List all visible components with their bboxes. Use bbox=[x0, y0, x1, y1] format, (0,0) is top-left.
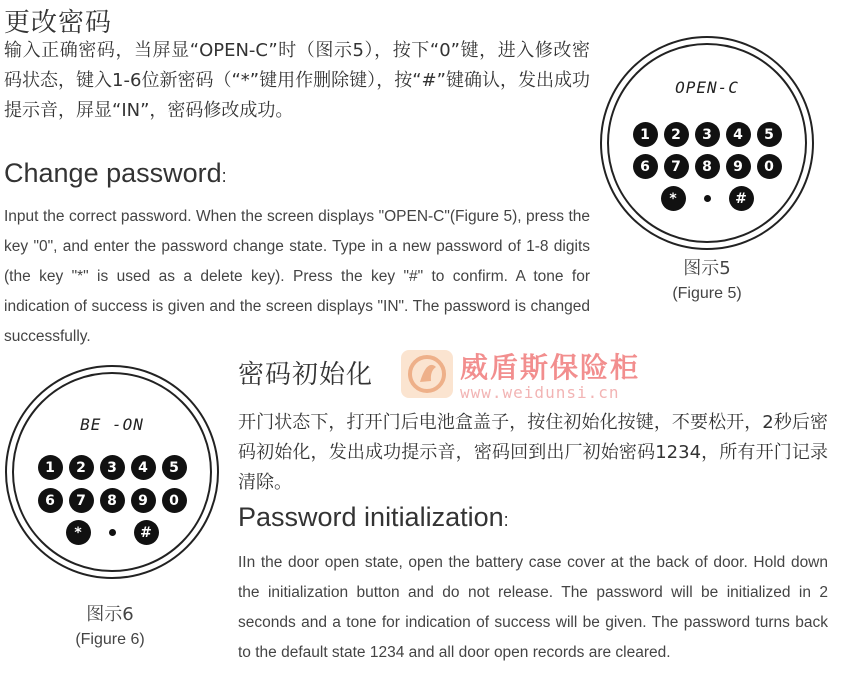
title-colon: : bbox=[503, 510, 509, 530]
keypad-row-1 bbox=[602, 122, 812, 147]
key-7: 7 bbox=[664, 154, 689, 179]
key-1: 1 bbox=[38, 455, 63, 480]
figure6-caption-cn: 图示6 bbox=[86, 604, 134, 625]
init-title-en bbox=[238, 502, 509, 533]
figure5-caption-en: (Figure 5) bbox=[672, 285, 742, 302]
key-3: 3 bbox=[100, 455, 125, 480]
keypad-row-1 bbox=[7, 455, 217, 480]
figure5-screen-text: OPEN-C bbox=[675, 78, 739, 97]
change-password-title-en-text: Change password bbox=[4, 158, 222, 188]
key-8: 8 bbox=[695, 154, 720, 179]
watermark-name: 威盾斯保险柜 bbox=[460, 351, 641, 384]
change-password-title-cn: 更改密码 bbox=[4, 8, 113, 38]
key-0: 0 bbox=[162, 488, 187, 513]
key-6: 6 bbox=[633, 154, 658, 179]
watermark-logo-icon bbox=[400, 349, 454, 399]
change-password-text-en: Input the correct password. When the screen displays "OPEN-C"(Figure 5), press the key "0", and enter the password change state. Type in a new password of 1-8 digits (the key "*" is used as a delete key). Press the key "#" to confirm. A tone for indication of success is given and the screen displays "IN". The password is changed successfully. bbox=[4, 208, 590, 345]
keypad-row-2 bbox=[7, 488, 217, 513]
key-8: 8 bbox=[100, 488, 125, 513]
init-title-cn: 密码初始化 bbox=[238, 360, 374, 390]
figure5-caption-cn: 图示5 bbox=[683, 258, 731, 279]
change-password-title-en bbox=[4, 158, 227, 189]
key-7: 7 bbox=[69, 488, 94, 513]
key-star: * bbox=[66, 520, 91, 545]
key-2: 2 bbox=[664, 122, 689, 147]
key-9: 9 bbox=[131, 488, 156, 513]
keypad-row-2 bbox=[602, 154, 812, 179]
keypad-dot bbox=[109, 529, 116, 536]
init-text-cn: 开门状态下，打开门后电池盒盖子，按住初始化按键，不要松开，2秒后密码初始化，发出成功提示音，密码回到出厂初始密码1234，所有开门记录清除。 bbox=[238, 412, 828, 493]
key-4: 4 bbox=[726, 122, 751, 147]
key-0: 0 bbox=[757, 154, 782, 179]
keypad-row-3 bbox=[7, 520, 217, 545]
figure6-screen-text: BE -ON bbox=[80, 415, 144, 434]
key-2: 2 bbox=[69, 455, 94, 480]
change-password-text-cn: 输入正确密码，当屏显“OPEN-C”时（图示5），按下“0”键，进入修改密码状态，键入1-6位新密码（“*”键用作删除键），按“#”键确认，发出成功提示音，屏显“IN”，密码修改成功。 bbox=[4, 40, 590, 121]
key-hash: # bbox=[729, 186, 754, 211]
init-title-en-text: Password initialization bbox=[238, 502, 504, 532]
figure6-caption-en: (Figure 6) bbox=[75, 631, 145, 648]
init-text-en: IIn the door open state, open the battery case cover at the back of door. Hold down the initialization button and do not release. The password will be initialized in 2 seconds and a tone for indication of success will be given. The password turns back to the default state 1234 and all door open records are cleared. bbox=[238, 554, 828, 661]
key-star: * bbox=[661, 186, 686, 211]
key-6: 6 bbox=[38, 488, 63, 513]
key-hash: # bbox=[134, 520, 159, 545]
figure6-keypad bbox=[5, 365, 219, 579]
key-4: 4 bbox=[131, 455, 156, 480]
figure5-keypad bbox=[600, 36, 814, 250]
watermark-url: www.weidunsi.cn bbox=[460, 383, 620, 402]
key-9: 9 bbox=[726, 154, 751, 179]
key-5: 5 bbox=[757, 122, 782, 147]
keypad-row-3 bbox=[602, 186, 812, 211]
key-5: 5 bbox=[162, 455, 187, 480]
keypad-dot bbox=[704, 195, 711, 202]
title-colon: : bbox=[221, 166, 227, 186]
key-3: 3 bbox=[695, 122, 720, 147]
key-1: 1 bbox=[633, 122, 658, 147]
